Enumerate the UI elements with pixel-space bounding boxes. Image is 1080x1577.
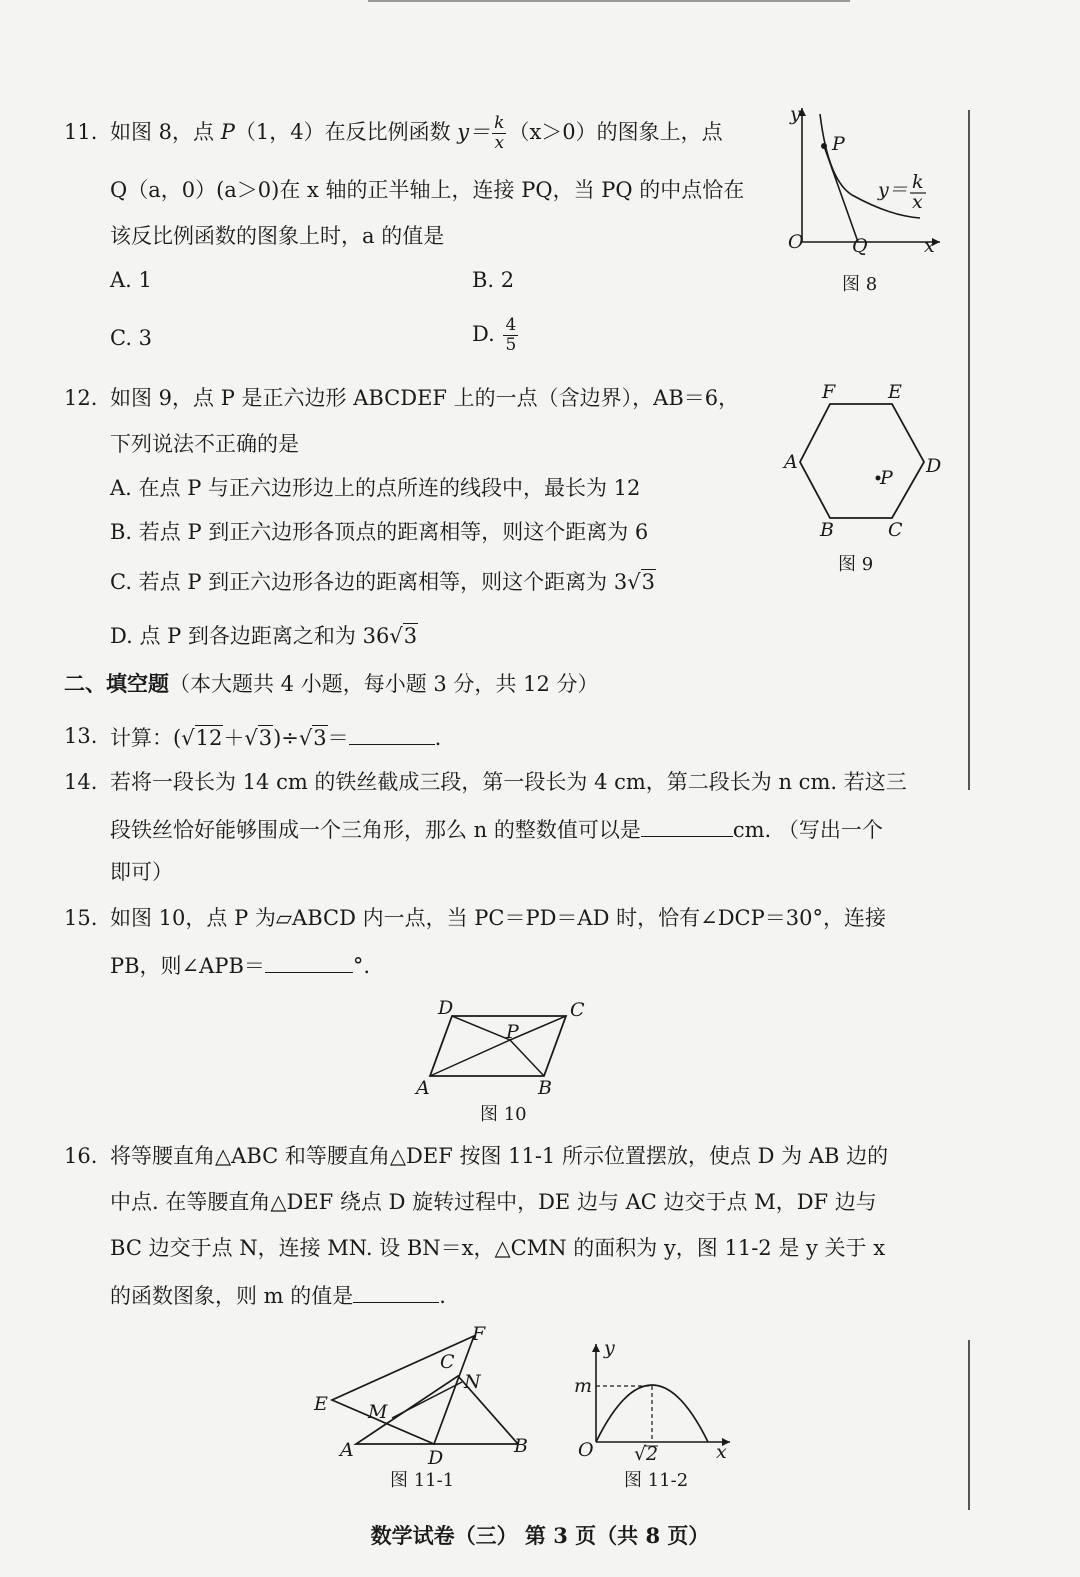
figure-11-2	[570, 1336, 740, 1466]
q11-option-b: B. 2	[472, 268, 515, 292]
q13-answer-blank[interactable]	[349, 722, 435, 745]
q16-line3: BC 边交于点 N，连接 MN. 设 BN＝x，△CMN 的面积为 y，图 11-2 是 y 关于 x	[110, 1236, 886, 1260]
figure-11-1	[312, 1323, 542, 1469]
fig8-label-p: P	[832, 133, 845, 155]
q11-line1: 如图 8，点 P（1，4）在反比例函数 y＝ $\frac{k}{x}$ （x＞0）的图象上，点	[110, 113, 723, 153]
fig11-2-label-o: O	[578, 1439, 594, 1461]
q12-option-c: C. 若点 P 到正六边形各边的距离相等，则这个距离为 3√3	[110, 570, 655, 594]
fig8-label-q: Q	[852, 235, 868, 257]
q11-line3: 该反比例函数的图象上时，a 的值是	[110, 224, 445, 248]
fig9-label-d: D	[926, 455, 942, 477]
q12-option-a: A. 在点 P 与正六边形边上的点所连的线段中，最长为 12	[110, 476, 641, 500]
fig10-label-c: C	[570, 999, 585, 1021]
q11-line2: Q（a，0）(a＞0)在 x 轴的正半轴上，连接 PQ，当 PQ 的中点恰在	[110, 178, 745, 202]
fig9-label-c: C	[888, 519, 903, 541]
q16-answer-blank[interactable]	[353, 1280, 439, 1303]
fig11-2-label-x: x	[716, 1441, 727, 1463]
fig11-label-a: A	[340, 1439, 354, 1461]
q11-option-c: C. 3	[110, 326, 153, 350]
figure-11-1-caption: 图 11-1	[390, 1470, 455, 1491]
q15-line1: 如图 10，点 P 为▱ABCD 内一点，当 PC＝PD＝AD 时，恰有∠DCP＝30°，连接	[110, 906, 886, 930]
figure-10-caption: 图 10	[480, 1104, 527, 1125]
fig11-2-label-sqrt2: 2	[646, 1443, 659, 1465]
fig11-label-b: B	[514, 1435, 528, 1457]
q12-line1: 如图 9，点 P 是正六边形 ABCDEF 上的一点（含边界），AB＝6，	[110, 386, 740, 410]
fig8-label-y: y	[790, 103, 801, 125]
q14-number: 14.	[64, 770, 98, 794]
q16-number: 16.	[64, 1144, 98, 1168]
q12-option-b: B. 若点 P 到正六边形各顶点的距离相等，则这个距离为 6	[110, 520, 649, 544]
q15-line2: PB，则∠APB＝ °.	[110, 950, 370, 980]
q16-line2: 中点. 在等腰直角△DEF 绕点 D 旋转过程中，DE 边与 AC 边交于点 M，DF 边与	[110, 1190, 877, 1214]
fig9-label-e: E	[888, 381, 902, 403]
section-2-heading: 二、填空题（本大题共 4 小题，每小题 3 分，共 12 分）	[64, 671, 599, 696]
q13-line: 计算：(√12＋√3)÷√3＝ .	[110, 722, 441, 752]
fig8-label-o: O	[788, 231, 804, 253]
figure-8	[780, 100, 950, 260]
q11-number: 11.	[64, 120, 98, 144]
figure-10	[412, 996, 592, 1099]
top-edge-line	[368, 0, 850, 2]
fig9-label-b: B	[820, 519, 834, 541]
fig8-label-x: x	[924, 235, 935, 257]
svg-text:√: √	[634, 1443, 647, 1465]
fig10-label-b: B	[538, 1077, 552, 1099]
q14-line1: 若将一段长为 14 cm 的铁丝截成三段，第一段长为 4 cm，第二段长为 n cm. 若这三	[110, 770, 907, 794]
four-fifths-fraction: $\frac{4}{5}$	[505, 315, 517, 355]
figure-9-caption: 图 9	[838, 554, 874, 575]
q15-answer-blank[interactable]	[265, 950, 353, 973]
fig10-label-a: A	[416, 1077, 430, 1099]
hexagon-abcdef	[800, 404, 924, 518]
fig11-label-e: E	[314, 1393, 328, 1415]
q16-line4: 的函数图象，则 m 的值是 .	[110, 1280, 446, 1310]
q14-answer-blank[interactable]	[641, 814, 733, 837]
q12-line2: 下列说法不正确的是	[110, 432, 299, 456]
q15-number: 15.	[64, 906, 98, 930]
binding-line-upper	[968, 110, 970, 790]
page-footer: 数学试卷（三） 第 3 页（共 8 页）	[370, 1523, 710, 1548]
fig9-label-f: F	[822, 381, 836, 403]
fig9-label-a: A	[784, 451, 798, 473]
q14-line2: 段铁丝恰好能够围成一个三角形，那么 n 的整数值可以是 cm. （写出一个	[110, 814, 883, 844]
fig8-func-k: k	[912, 171, 924, 193]
fig11-label-c: C	[440, 1351, 455, 1373]
fig11-2-label-m: m	[574, 1375, 593, 1397]
fig8-func-label: y＝	[878, 179, 908, 201]
binding-line-lower	[968, 1340, 970, 1510]
fig11-label-m: M	[368, 1401, 388, 1423]
q11-option-d: D. $\frac{4}{5}$	[472, 315, 517, 355]
fig10-label-d: D	[438, 997, 454, 1019]
segment-mn	[392, 1382, 462, 1418]
q14-line3: 即可）	[110, 860, 173, 884]
figure-8-caption: 图 8	[842, 274, 878, 295]
fig11-2-label-y: y	[604, 1337, 615, 1359]
sqrt-symbol: √	[627, 570, 641, 594]
k-over-x-fraction: $\frac{k}{x}$	[494, 113, 505, 153]
figure-11-2-caption: 图 11-2	[624, 1470, 689, 1491]
sqrt-symbol: √	[389, 624, 403, 648]
q16-line1: 将等腰直角△ABC 和等腰直角△DEF 按图 11-1 所示位置摆放，使点 D 为 AB 边的	[110, 1144, 889, 1168]
figure-9	[780, 380, 950, 540]
q12-number: 12.	[64, 386, 98, 410]
fig11-label-f: F	[472, 1323, 486, 1345]
fig9-label-p: P	[880, 467, 893, 489]
fig8-func-x: x	[912, 191, 923, 213]
fig11-label-d: D	[428, 1447, 444, 1469]
fig11-label-n: N	[464, 1371, 481, 1393]
q12-option-d: D. 点 P 到各边距离之和为 36√3	[110, 624, 418, 648]
q13-number: 13.	[64, 724, 98, 748]
segment-pq	[824, 146, 858, 242]
hyperbola-curve	[820, 114, 920, 218]
fig10-label-p: P	[506, 1021, 519, 1043]
q11-option-a: A. 1	[110, 268, 152, 292]
